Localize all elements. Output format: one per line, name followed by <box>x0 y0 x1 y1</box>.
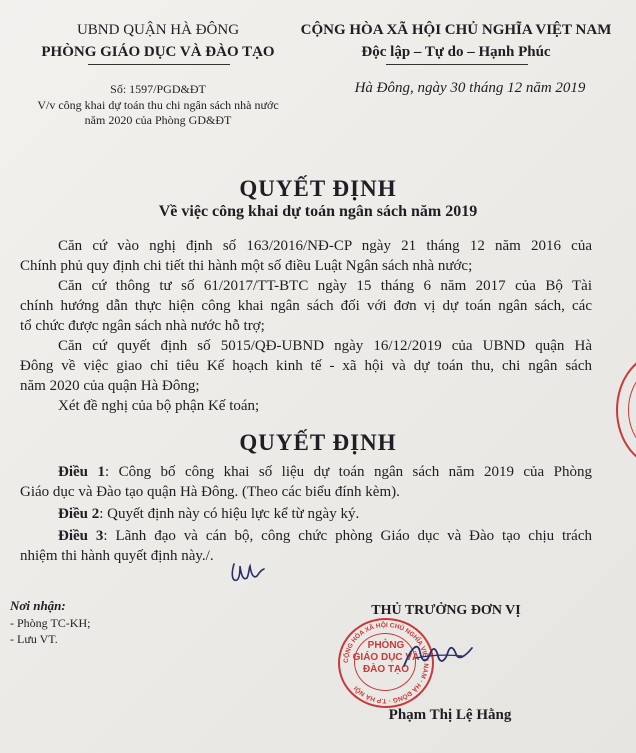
department-name: PHÒNG GIÁO DỤC VÀ ĐÀO TẠO <box>41 44 275 60</box>
preamble-line: Đông về việc giao chỉ tiêu Kế hoạch kinh tế - xã hội và dự toán thu, chi ngân sách <box>20 358 592 374</box>
agency-name: UBND QUẬN HÀ ĐÔNG <box>76 22 240 38</box>
edge-stamp-inner <box>628 366 636 454</box>
article-label: Điều 3 <box>58 528 104 544</box>
preamble-line: Chính phủ quy định chi tiết thi hành một số điều Luật Ngân sách nhà nước; <box>20 258 473 274</box>
article-3 <box>20 526 592 566</box>
article-line: Giáo dục và Đào tạo quận Hà Đông. (Theo các biểu đính kèm). <box>20 484 400 500</box>
stamp-center-line: PHÒNG <box>367 640 405 651</box>
preamble-line: Căn cứ vào nghị định số 163/2016/NĐ-CP ngày 21 tháng 12 năm 2016 của <box>58 238 592 254</box>
article-text: : Lãnh đạo và cán bộ, công chức phòng Giáo dục và Đào tạo chịu trách <box>103 528 592 544</box>
preamble-3 <box>20 336 592 396</box>
preamble-line: tổ chức được ngân sách nhà nước hỗ trợ; <box>20 318 265 334</box>
article-2 <box>20 504 592 524</box>
subject-line-1: V/v công khai dự toán thu chi ngân sách nhà nước <box>37 98 279 112</box>
article-label: Điều 2 <box>58 506 100 522</box>
signer-title: THỦ TRƯỞNG ĐƠN VỊ <box>371 603 521 618</box>
national-motto: Độc lập – Tự do – Hạnh Phúc <box>361 44 551 60</box>
stamp-center-line: ĐÀO TẠO <box>362 664 410 675</box>
article-line <box>20 526 592 546</box>
decision-heading: QUYẾT ĐỊNH <box>239 430 397 455</box>
issue-date: Hà Đông, ngày 30 tháng 12 năm 2019 <box>354 80 586 96</box>
initials-signature <box>228 560 268 586</box>
article-line <box>20 462 592 482</box>
national-title: CỘNG HÒA XÃ HỘI CHỦ NGHĨA VIỆT NAM <box>300 22 612 38</box>
signer-name: Phạm Thị Lệ Hằng <box>388 707 512 723</box>
article-1 <box>20 462 592 502</box>
preamble-line: chính hướng dẫn thực hiện công khai ngân sách đối với đơn vị dự toán ngân sách, các <box>20 298 592 314</box>
subject-line-2: năm 2020 của Phòng GD&ĐT <box>84 113 232 127</box>
article-text: : Công bố công khai số liệu dự toán ngân sách năm 2019 của Phòng <box>104 464 593 480</box>
document-subtitle: Về việc công khai dự toán ngân sách năm 2019 <box>158 203 478 220</box>
stamp-center-line: GIÁO DỤC VÀ <box>352 652 420 663</box>
document-number: Số: 1597/PGD&ĐT <box>110 82 206 96</box>
article-line <box>20 504 592 524</box>
preamble-line: năm 2020 của quận Hà Đông; <box>20 378 200 394</box>
recipient-item: - Phòng TC-KH; <box>10 616 91 630</box>
article-text: : Quyết định này có hiệu lực kể từ ngày ký. <box>99 506 360 522</box>
preamble-4 <box>20 396 592 416</box>
stamp-ring-textpath: CỘNG HÒA XÃ HỘI CHỦ NGHĨA VIỆT NAM · HÀ ĐÔNG · T.P HÀ NỘI <box>342 621 430 705</box>
preamble-2 <box>20 276 592 336</box>
document-title: QUYẾT ĐỊNH <box>239 176 397 201</box>
header-left-underline <box>88 64 230 65</box>
preamble-line: Căn cứ thông tư số 61/2017/TT-BTC ngày 15 tháng 6 năm 2017 của Bộ Tài <box>58 278 592 294</box>
preamble-line: Căn cứ quyết định số 5015/QĐ-UBND ngày 16/12/2019 của UBND quận Hà <box>58 338 592 354</box>
header-right-underline <box>386 64 528 65</box>
handwritten-signature <box>398 636 478 676</box>
preamble-line: Xét đề nghị của bộ phận Kế toán; <box>58 398 260 414</box>
recipient-item: - Lưu VT. <box>10 632 58 646</box>
recipients-heading: Nơi nhận: <box>10 598 66 613</box>
preamble-1 <box>20 236 592 276</box>
article-label: Điều 1 <box>58 464 105 480</box>
article-line: nhiệm thi hành quyết định này./. <box>20 548 214 564</box>
